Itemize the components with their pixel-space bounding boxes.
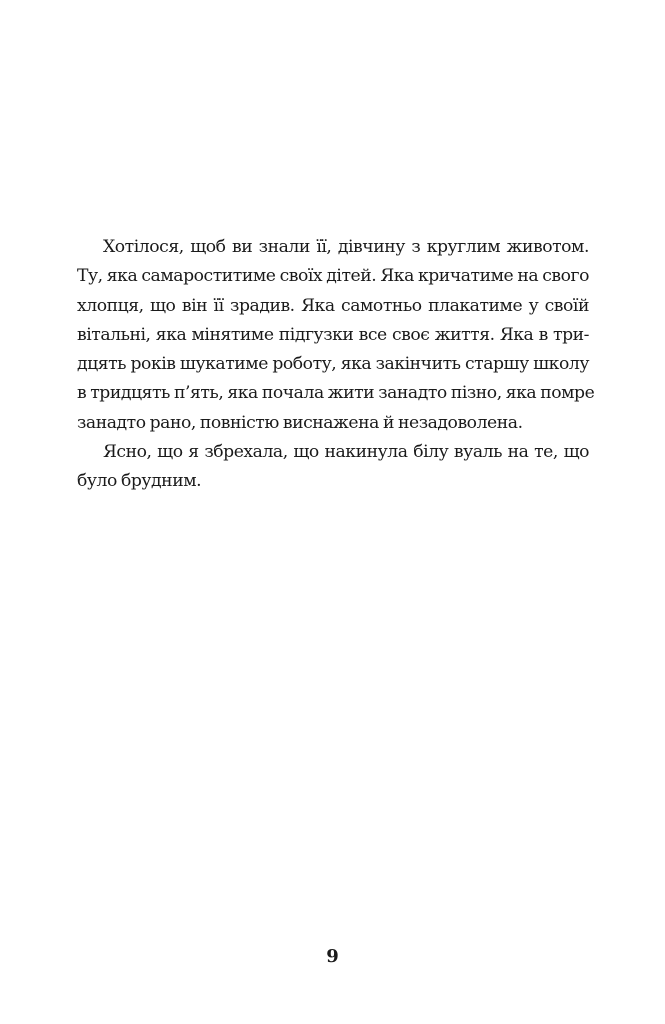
- paragraph-1: [77, 233, 595, 438]
- paragraph-2: [77, 438, 589, 497]
- text-line: Хотілося, щоб ви знали її, дівчину з круглим животом.: [103, 237, 589, 257]
- text-line: хлопця, що він її зрадив. Яка самотньо плакатиме у своїй: [77, 295, 589, 316]
- text-line: вітальні, яка мінятиме підгузки все своє життя. Яка в три-: [77, 324, 589, 345]
- page-number: 9: [326, 946, 339, 967]
- text-line: в тридцять п’ять, яка почала жити занадто пізно, яка помре: [77, 383, 595, 404]
- text-line: занадто рано, повністю виснажена й незадоволена.: [77, 412, 523, 433]
- text-line: Ту, яка самароститиме своїх дітей. Яка кричатиме на свого: [77, 266, 589, 287]
- text-line: дцять років шукатиме роботу, яка закінчить старшу школу: [77, 354, 589, 375]
- text-line: було брудним.: [77, 471, 202, 492]
- body-text: [77, 233, 595, 497]
- text-line: Ясно, що я збрехала, що накинула білу вуаль на те, що: [103, 442, 589, 463]
